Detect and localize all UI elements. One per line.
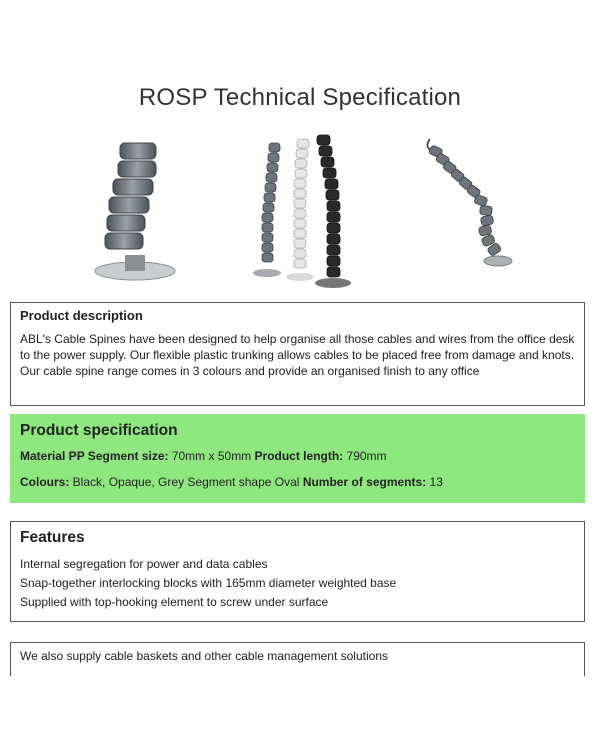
footer-note-section — [10, 642, 585, 676]
product-specification-heading: Product specification — [20, 422, 178, 439]
feature-item: Internal segregation for power and data cables — [20, 557, 268, 571]
curved-spine-image — [410, 133, 530, 283]
spec-colours-line — [20, 474, 575, 490]
material-segment-size-label: Material PP Segment size: — [20, 449, 169, 463]
number-of-segments-label: Number of segments: — [302, 475, 427, 489]
footer-note-text: We also supply cable baskets and other cable management solutions — [20, 649, 388, 663]
product-length-value: 790mm — [343, 449, 387, 463]
product-description-heading: Product description — [20, 308, 143, 323]
product-photos — [0, 125, 600, 300]
features-section — [10, 521, 585, 622]
three-colour-spines-image — [245, 133, 365, 303]
product-description-text: ABL's Cable Spines have been designed to help organise all those cables and wires from the office desk to the power supply. Our flexible plastic trunking allows cables to be placed free from damage and knots. Our cable spine range comes in 3 colours and provide an organised finish to any office — [20, 332, 575, 378]
feature-item: Snap-together interlocking blocks with 165mm diameter weighted base — [20, 576, 397, 590]
features-heading: Features — [20, 529, 85, 546]
product-length-label: Product length: — [254, 449, 344, 463]
product-description-section — [10, 302, 585, 406]
grey-spine — [262, 143, 280, 262]
spec-size-line — [20, 448, 575, 464]
clear-spine — [294, 139, 309, 268]
number-of-segments-value: 13 — [426, 475, 443, 489]
colours-label: Colours: — [20, 475, 70, 489]
grey-spine-closeup-image — [65, 137, 205, 297]
feature-item: Supplied with top-hooking element to screw under surface — [20, 595, 329, 609]
black-spine — [317, 135, 340, 277]
page-title: ROSP Technical Specification — [138, 84, 462, 111]
product-specification-section — [10, 414, 585, 503]
segment-size-value: 70mm x 50mm — [168, 449, 255, 463]
colours-value: Black, Opaque, Grey Segment shape Oval — [69, 475, 303, 489]
